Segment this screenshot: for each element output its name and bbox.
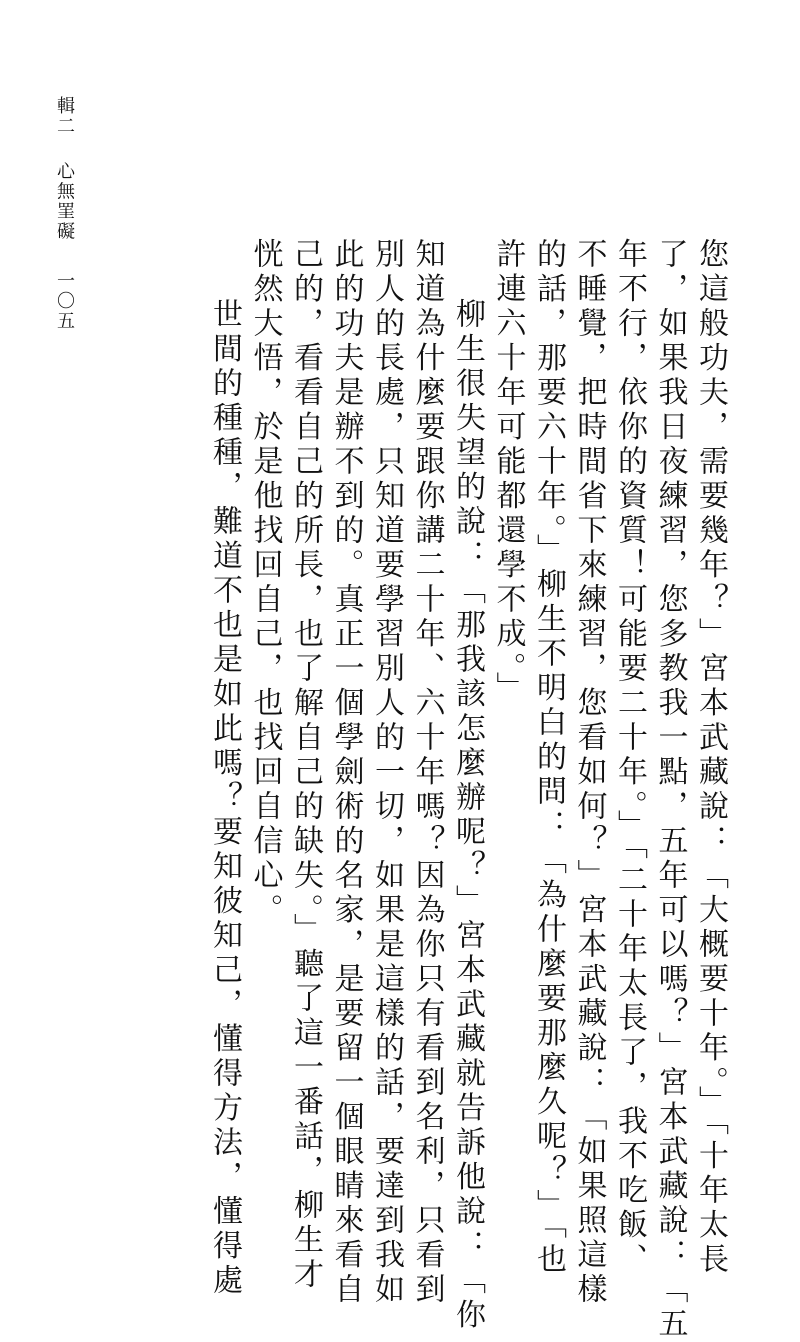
text-column: 知道為什麼要跟你講二十年、六十年嗎？因為你只有看到名利，只看到 bbox=[409, 238, 445, 1308]
text-column: 您這般功夫，需要幾年？」宮本武藏說：「大概要十年。」「十年太長 bbox=[693, 238, 728, 1278]
page-number: 一〇五 bbox=[54, 271, 75, 332]
text-column: 恍然大悟，於是他找回自己，也找回自信心。 bbox=[247, 238, 283, 928]
text-column: 年不行，依你的資質！可能要二十年。」「二十年太長了，我不吃飯、 bbox=[612, 238, 647, 1278]
text-column: 此的功夫是辦不到的。真正一個學劍術的名家，是要留一個眼睛來看自 bbox=[328, 238, 364, 1308]
text-column: 己的，看看自己的所長，也了解自己的缺失。」聽了這一番話，柳生才 bbox=[288, 238, 323, 1293]
text-column: 柳生很失望的說：「那我該怎麼辦呢？」宮本武藏就告訴他說：「你 bbox=[450, 298, 485, 1333]
text-column: 了，如果我日夜練習，您多教我一點，五年可以嗎？」宮本武藏說：「五 bbox=[652, 238, 688, 1342]
text-column: 不睡覺，把時間省下來練習，您看如何？」宮本武藏說：「如果照這樣 bbox=[571, 238, 607, 1308]
text-column: 許連六十年可能都還學不成。」 bbox=[490, 238, 526, 706]
running-header bbox=[52, 96, 76, 332]
chapter-title: 心無罣礙 bbox=[54, 161, 75, 242]
text-column: 世間的種種，難道不也是如此嗎？要知彼知己，懂得方法，懂得處 bbox=[207, 298, 242, 1299]
chapter-label: 輯二 bbox=[54, 96, 75, 136]
text-column: 別人的長處，只知道要學習別人的一切，如果是這樣的話，要達到我如 bbox=[369, 238, 404, 1308]
body-text bbox=[150, 238, 730, 1342]
text-column: 的話，那要六十年。」柳生不明白的問：「為什麼要那麼久呢？」「也 bbox=[531, 238, 566, 1278]
